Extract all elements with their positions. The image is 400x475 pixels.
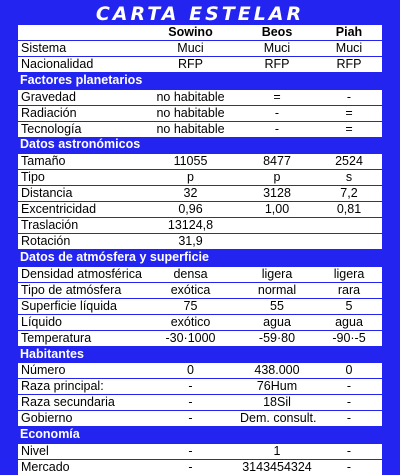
table-cell: exótico [143, 314, 238, 330]
star-chart-table [18, 24, 382, 475]
table-cell: 1 [238, 443, 316, 459]
table-cell: ligera [316, 266, 382, 282]
table-cell: RFP [316, 57, 382, 73]
table-row [18, 314, 382, 330]
table-cell: no habitable [143, 105, 238, 121]
table-row [18, 363, 382, 379]
column-header-empty [18, 25, 143, 41]
table-cell [238, 218, 316, 234]
table-cell: - [143, 443, 238, 459]
table-cell: -30·1000 [143, 330, 238, 346]
table-row [18, 218, 382, 234]
table-cell: - [316, 459, 382, 475]
row-label: Número [18, 363, 143, 379]
column-header-row [18, 25, 382, 41]
table-cell: - [143, 379, 238, 395]
table-cell: 7,2 [316, 186, 382, 202]
table-cell: = [316, 121, 382, 137]
row-label: Gobierno [18, 411, 143, 427]
section-header-row [18, 137, 382, 154]
column-header: Piah [316, 25, 382, 41]
table-cell: 32 [143, 186, 238, 202]
table-cell: 18Sil [238, 395, 316, 411]
row-label: Sistema [18, 41, 143, 57]
table-cell: 75 [143, 298, 238, 314]
table-cell [316, 234, 382, 250]
column-header: Beos [238, 25, 316, 41]
table-cell: 3128 [238, 186, 316, 202]
table-cell: Muci [316, 41, 382, 57]
table-cell: Dem. consult. [238, 411, 316, 427]
table-cell: densa [143, 266, 238, 282]
table-cell: 0,81 [316, 202, 382, 218]
table-cell: - [143, 411, 238, 427]
section-header-row [18, 72, 382, 89]
table-row [18, 41, 382, 57]
table-cell: - [316, 89, 382, 105]
table-row [18, 186, 382, 202]
table-cell: RFP [238, 57, 316, 73]
table-cell: rara [316, 282, 382, 298]
row-label: Traslación [18, 218, 143, 234]
table-cell: - [238, 105, 316, 121]
table-row [18, 298, 382, 314]
row-label: Gravedad [18, 89, 143, 105]
section-header: Datos de atmósfera y superficie [18, 249, 382, 266]
section-header-row [18, 249, 382, 266]
row-label: Distancia [18, 186, 143, 202]
column-header: Sowino [143, 25, 238, 41]
section-header: Habitantes [18, 346, 382, 363]
table-row [18, 202, 382, 218]
table-cell: ligera [238, 266, 316, 282]
table-cell: 3143454324 [238, 459, 316, 475]
table-body [18, 25, 382, 475]
table-cell: Muci [238, 41, 316, 57]
section-header-row [18, 426, 382, 443]
row-label: Densidad atmosférica [18, 266, 143, 282]
table-cell: 55 [238, 298, 316, 314]
table-cell: Muci [143, 41, 238, 57]
table-cell: 0 [143, 363, 238, 379]
table-row [18, 459, 382, 475]
table-cell: 0,96 [143, 202, 238, 218]
table-cell: agua [238, 314, 316, 330]
row-label: Rotación [18, 234, 143, 250]
table-cell: - [143, 459, 238, 475]
table-cell: = [316, 105, 382, 121]
table-row [18, 282, 382, 298]
page-title: CARTA ESTELAR [0, 3, 400, 25]
row-label: Líquido [18, 314, 143, 330]
table-cell: - [316, 411, 382, 427]
table-row [18, 89, 382, 105]
table-cell: 13124,8 [143, 218, 238, 234]
table-row [18, 234, 382, 250]
row-label: Temperatura [18, 330, 143, 346]
table-cell: agua [316, 314, 382, 330]
table-cell: RFP [143, 57, 238, 73]
row-label: Nacionalidad [18, 57, 143, 73]
table-cell: no habitable [143, 121, 238, 137]
table-cell: - [143, 395, 238, 411]
row-label: Radiación [18, 105, 143, 121]
row-label: Tamaño [18, 154, 143, 170]
table-row [18, 105, 382, 121]
section-header: Economía [18, 426, 382, 443]
table-row [18, 443, 382, 459]
table-cell: 5 [316, 298, 382, 314]
table-cell: 76Hum [238, 379, 316, 395]
table-cell: 1,00 [238, 202, 316, 218]
table-cell: 2524 [316, 154, 382, 170]
table-cell: - [316, 395, 382, 411]
row-label: Nivel [18, 443, 143, 459]
table-cell [238, 234, 316, 250]
table-cell: exótica [143, 282, 238, 298]
table-row [18, 121, 382, 137]
table-row [18, 411, 382, 427]
row-label: Superficie líquida [18, 298, 143, 314]
row-label: Raza principal: [18, 379, 143, 395]
row-label: Tipo [18, 170, 143, 186]
table-cell: 438.000 [238, 363, 316, 379]
table-cell: 11055 [143, 154, 238, 170]
table-cell: -59·80 [238, 330, 316, 346]
table-row [18, 170, 382, 186]
table-cell: normal [238, 282, 316, 298]
table-row [18, 379, 382, 395]
section-header: Factores planetarios [18, 72, 382, 89]
row-label: Tipo de atmósfera [18, 282, 143, 298]
table-row [18, 395, 382, 411]
table-cell: = [238, 89, 316, 105]
table-cell: - [316, 443, 382, 459]
row-label: Raza secundaria [18, 395, 143, 411]
table-cell: 0 [316, 363, 382, 379]
table-cell: 31,9 [143, 234, 238, 250]
table-row [18, 154, 382, 170]
row-label: Mercado [18, 459, 143, 475]
table-cell [316, 218, 382, 234]
table-cell: p [238, 170, 316, 186]
table-cell: - [238, 121, 316, 137]
section-header: Datos astronómicos [18, 137, 382, 154]
table-cell: 8477 [238, 154, 316, 170]
row-label: Excentricidad [18, 202, 143, 218]
table-cell: no habitable [143, 89, 238, 105]
table-cell: p [143, 170, 238, 186]
table-row [18, 266, 382, 282]
table-cell: s [316, 170, 382, 186]
section-header-row [18, 346, 382, 363]
table-row [18, 57, 382, 73]
row-label: Tecnología [18, 121, 143, 137]
table-cell: - [316, 379, 382, 395]
table-cell: -90·-5 [316, 330, 382, 346]
table-row [18, 330, 382, 346]
